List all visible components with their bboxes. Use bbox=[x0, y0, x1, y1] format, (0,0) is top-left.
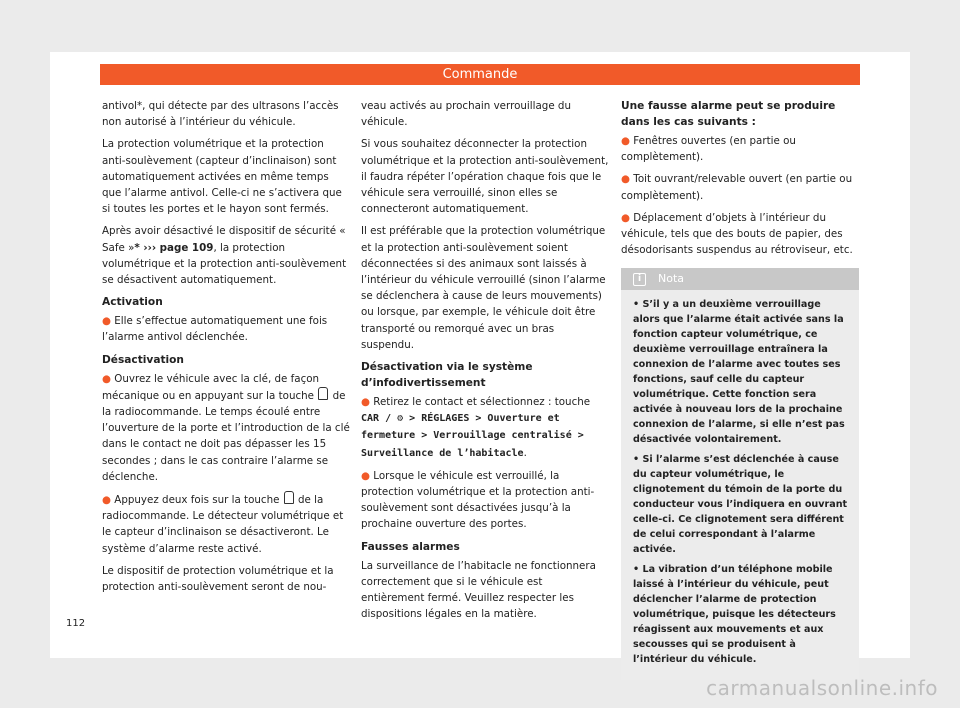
paragraph: antivol*, qui détecte par des ultrasons l’accès non autorisé à l’intérieur du véhicule. bbox=[102, 100, 339, 129]
info-icon: i bbox=[633, 273, 646, 286]
watermark: carmanualsonline.info bbox=[706, 676, 938, 700]
manual-page bbox=[50, 52, 910, 666]
paragraph bbox=[102, 223, 350, 288]
column-1 bbox=[102, 98, 350, 601]
page-link[interactable]: * ››› page 109 bbox=[134, 241, 214, 254]
text: Elle s’effectue automatiquement une fois l’alarme antivol déclenchée. bbox=[102, 315, 328, 344]
column-3 bbox=[621, 98, 859, 680]
column-2 bbox=[361, 98, 609, 628]
paragraph: La protection volumétrique et la protection anti-soulèvement (capteur d’inclinaison) sont automatiquement activées en même temps que l’alarme antivol. Celle-ci ne s’activera que si toutes les portes et le hayon sont fermés. bbox=[102, 138, 342, 216]
bullet-icon: ● bbox=[621, 135, 630, 147]
heading-fausses-alarmes: Fausses alarmes bbox=[361, 540, 460, 553]
note-body bbox=[621, 290, 859, 680]
text: Appuyez deux fois sur la touche bbox=[114, 494, 280, 507]
list-item bbox=[102, 491, 350, 557]
text: Ouvrez le véhicule avec la clé, de façon mécanique ou en appuyant sur la touche bbox=[102, 372, 320, 402]
heading-fausse-alarme: Une fausse alarme peut se produire dans les cas suivants : bbox=[621, 100, 836, 128]
bullet-icon: ● bbox=[361, 396, 370, 409]
paragraph: Si vous souhaitez déconnecter la protection volumétrique et la protection anti-soulèvement, il faudra répéter l’opération chaque fois que le véhicule sera verrouillé, sinon elles se connecteront automatiquement. bbox=[361, 138, 609, 216]
list-item bbox=[361, 468, 609, 533]
bullet-icon: ● bbox=[621, 173, 630, 186]
text: Déplacement d’objets à l’intérieur du véhicule, tels que des bouts de papier, des désodorisants suspendus au rétroviseur, etc. bbox=[621, 211, 853, 257]
unlock-key-icon bbox=[318, 387, 328, 400]
list-item bbox=[361, 394, 609, 462]
note-item: • Si l’alarme s’est déclenchée à cause du capteur volumétrique, le clignotement du témoin de la porte du conducteur vous l’indiquera en ouvrant celle-ci. Ce clignotement sera différent de celui correspondant à l’alarme activée. bbox=[633, 454, 848, 556]
text: . bbox=[523, 446, 527, 459]
paragraph: La surveillance de l’habitacle ne fonctionnera correctement que si le véhicule est entièrement fermé. Veuillez respecter les dispositions légales en la matière. bbox=[361, 559, 596, 621]
bullet-icon: ● bbox=[102, 372, 111, 385]
menu-path: CAR / ⚙ > RÉGLAGES > Ouverture et fermeture > Verrouillage centralisé > Surveillance de l’habitacle bbox=[361, 413, 584, 459]
bullet-icon: ● bbox=[621, 211, 630, 224]
note-box bbox=[621, 268, 859, 680]
lock-key-icon bbox=[284, 491, 294, 504]
text: S’il y a un deuxième verrouillage alors que l’alarme était activée sans la fonction capteur volumétrique, ce deuxième verrouillage entraînera la connexion de l’alarme avec toutes ses fonctions, sauf celle du capteur volumétrique. Cette fonction sera activée à nouveau lors de la prochaine connexion de l’alarme, si elle n’est pas désactivée volontairement. bbox=[633, 299, 845, 446]
list-item bbox=[621, 210, 859, 259]
text: La vibration d’un téléphone mobile laissé à l’intérieur du véhicule, peut déclencher l’alarme de protection volumétrique, puisque les détecteurs réagissent aux mouvements et aux secousses qui se produisent à l’intérieur du véhicule. bbox=[633, 564, 836, 666]
text: Toit ouvrant/relevable ouvert (en partie ou complètement). bbox=[621, 173, 853, 202]
text: Si l’alarme s’est déclenchée à cause du capteur volumétrique, le clignotement du témoin de la porte du conducteur vous l’indiquera en ouvrant celle-ci. Ce clignotement sera différent de celui correspondant à l’alarme activée. bbox=[633, 454, 848, 556]
heading-activation: Activation bbox=[102, 296, 163, 309]
bullet-icon: ● bbox=[102, 494, 111, 507]
note-item: • S’il y a un deuxième verrouillage alors que l’alarme était activée sans la fonction capteur volumétrique, ce deuxième verrouillage entraînera la connexion de l’alarme avec toutes ses fonctions, sauf celle du capteur volumétrique. Cette fonction sera activée à nouveau lors de la prochaine connexion de l’alarme, si elle n’est pas désactivée volontairement. bbox=[633, 299, 845, 446]
list-item bbox=[102, 313, 350, 345]
section-header: Commande bbox=[100, 64, 860, 85]
text: , la protection volumétrique et la protection anti-soulèvement se désactivent automatiquement. bbox=[102, 241, 347, 287]
text: de la radiocommande. Le détecteur volumétrique et le capteur d’inclinaison se désactiveront. Le système d’alarme reste activé. bbox=[102, 494, 344, 555]
paragraph: Il est préférable que la protection volumétrique et la protection anti-soulèvement soient déconnectées si des animaux sont laissés à l’intérieur du véhicule verrouillé (sinon l’alarme se déclenchera à cause de leurs mouvements) ou lorsque, par exemple, le véhicule doit être transporté ou remorqué avec un bras suspendu. bbox=[361, 225, 606, 351]
text: de la radiocommande. Le temps écoulé entre l’ouverture de la porte et l’introduction de la clé dans le contact ne doit pas dépasser les 15 secondes ; dans le cas contraire l’alarme se déclenche. bbox=[102, 389, 350, 483]
bullet-icon: ● bbox=[102, 315, 111, 328]
note-item: • La vibration d’un téléphone mobile laissé à l’intérieur du véhicule, peut déclencher l’alarme de protection volumétrique, puisque les détecteurs réagissent aux mouvements et aux secousses qui se produisent à l’intérieur du véhicule. bbox=[633, 564, 836, 666]
list-item bbox=[621, 133, 859, 165]
text: Après avoir désactivé le dispositif de sécurité « Safe » bbox=[102, 225, 346, 254]
list-item bbox=[102, 371, 350, 485]
heading-desactivation: Désactivation bbox=[102, 353, 184, 366]
list-item bbox=[621, 171, 859, 203]
heading-infodivertissement: Désactivation via le système d’infodivertissement bbox=[361, 361, 533, 390]
page-number: 112 bbox=[66, 618, 86, 629]
paragraph: Le dispositif de protection volumétrique et la protection anti-soulèvement seront de nou- bbox=[102, 564, 334, 594]
text: Lorsque le véhicule est verrouillé, la protection volumétrique et la protection anti-soulèvement sont désactivées jusqu’à la prochaine ouverture des portes. bbox=[361, 469, 595, 531]
text: Retirez le contact et sélectionnez : touche bbox=[373, 396, 591, 409]
note-header bbox=[621, 268, 859, 290]
text: Fenêtres ouvertes (en partie ou complètement). bbox=[621, 135, 796, 164]
bullet-icon: ● bbox=[361, 469, 370, 482]
paragraph: veau activés au prochain verrouillage du véhicule. bbox=[361, 100, 571, 129]
note-title: Nota bbox=[658, 272, 685, 286]
